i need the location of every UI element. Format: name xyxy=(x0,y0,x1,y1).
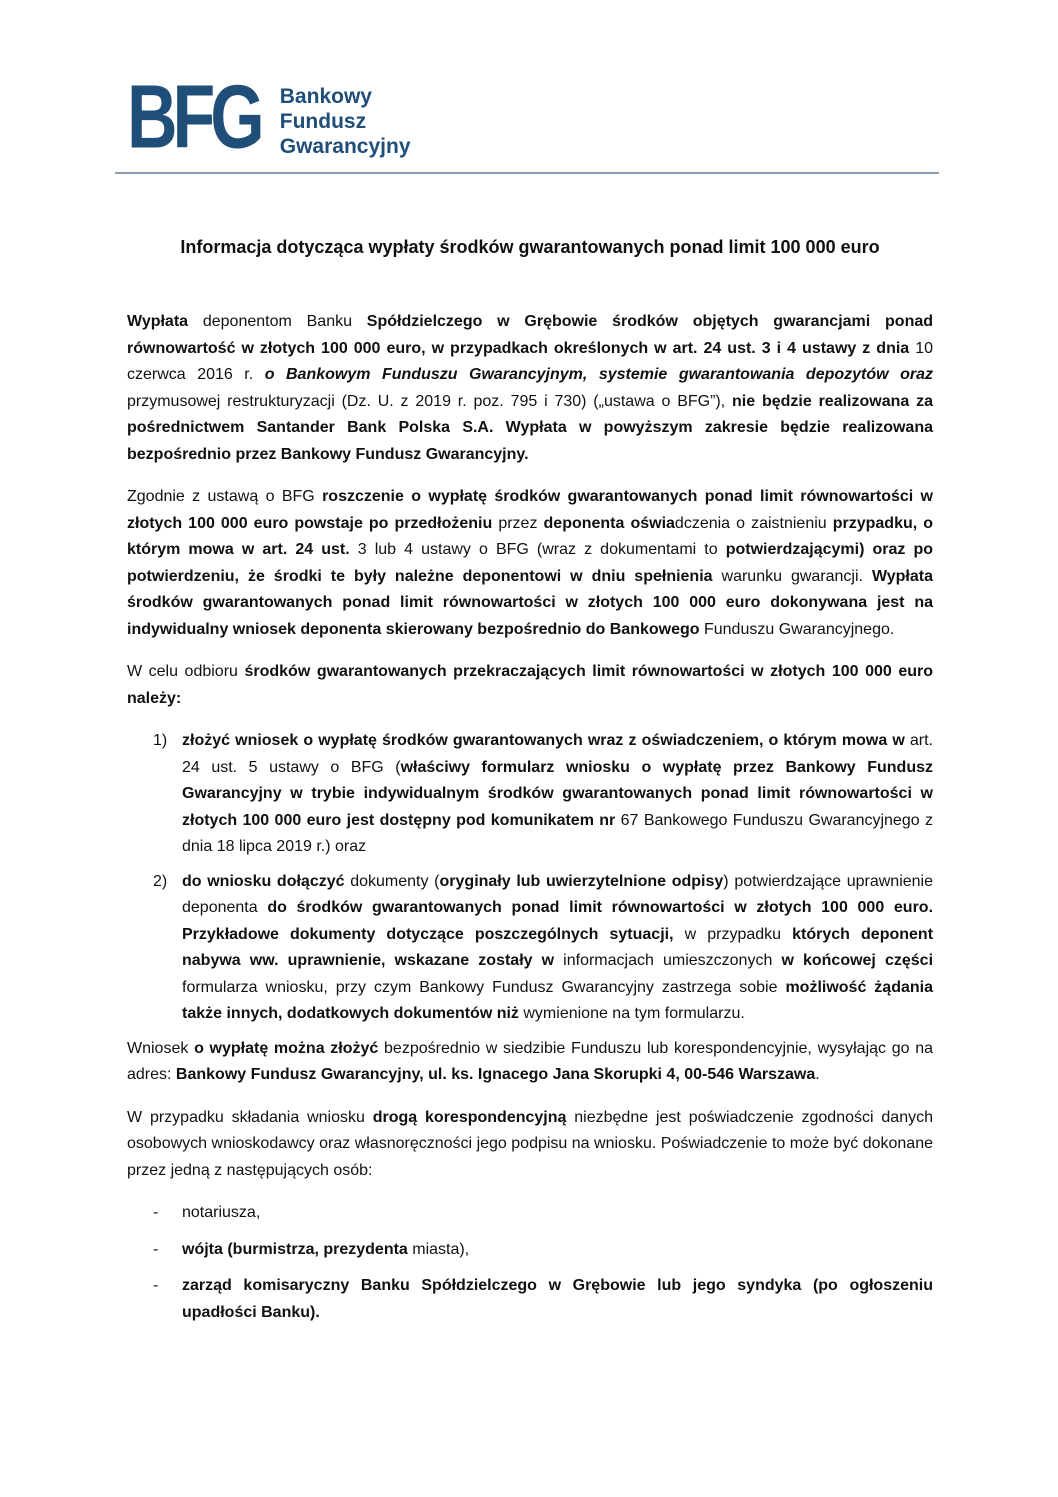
text-run: do środków gwarantowanych ponad limit równowartości w złotych 100 000 euro. Przykładowe dokumenty dotyczące poszczególnych sytuacji, xyxy=(182,899,934,943)
text-run: możliwość żądania także innych, dodatkowych dokumentów niż xyxy=(182,978,933,1022)
paragraph xyxy=(127,1036,933,1089)
text-run: właściwy formularz wniosku o wypłatę przez Bankowy Fundusz Gwarancyjny w trybie indywidualnym środków gwarantowanych ponad limit równowartości w złotych 100 000 euro jest dostępny pod komunikatem nr xyxy=(182,758,933,829)
text-run: notariusza, xyxy=(182,1204,261,1221)
logo-wordmark-line-2: Fundusz xyxy=(279,110,367,133)
text-run: Wniosek xyxy=(127,1039,195,1057)
list-marker: - xyxy=(153,1277,159,1294)
text-run: wójta (burmistrza, prezydenta xyxy=(182,1240,413,1258)
text-run: informacjach umieszczonych xyxy=(563,952,782,969)
list-item xyxy=(127,1200,933,1227)
list-item-text xyxy=(182,869,933,1028)
text-run: w końcowej części xyxy=(781,952,934,969)
list-marker: 1) xyxy=(153,732,168,749)
text-run: zarząd komisaryczny Banku Spółdzielczego w Grębowie lub jego syndyka (po ogłoszeniu upadłości Banku). xyxy=(182,1277,933,1321)
bfg-logo-acronym: BFG xyxy=(127,67,260,167)
text-run: 10 czerwca 2016 r. xyxy=(127,339,933,383)
text-run: dokumenty ( xyxy=(350,872,440,890)
text-run: przymusowej restrukturyzacji (Dz. U. z 2019 r. poz. 795 i 730) („ustawa o BFG”), xyxy=(127,392,733,410)
text-run: w przypadku xyxy=(684,925,793,943)
list-item xyxy=(127,1273,933,1326)
logo-wordmark-line-3: Gwarancyjny xyxy=(279,135,411,158)
text-run: deponentom Banku xyxy=(202,313,367,330)
text-run: niezbędne jest poświadczenie zgodności danych osobowych wnioskodawcy oraz własnoręczności jego podpisu na wniosku. Poświadczenie to może być dokonane przez jedną z następujących osób: xyxy=(127,1108,934,1179)
text-run: o Bankowym Funduszu Gwarancyjnym, systemie gwarantowania depozytów oraz xyxy=(264,366,934,383)
text-run: warunku gwarancji. xyxy=(721,567,872,585)
list-marker: 2) xyxy=(153,872,168,890)
bfg-logo-wordmark xyxy=(280,76,411,159)
text-run: bezpośrednio w siedzibie Funduszu lub korespondencyjnie, wysyłając go na adres: xyxy=(127,1039,934,1083)
text-run: Wypłata środków gwarantowanych ponad limit równowartości w złotych 100 000 euro dokonywana jest na indywidualny wniosek deponenta skierowany bezpośrednio do Bankowego xyxy=(127,567,933,638)
text-run: Wypłata xyxy=(127,313,203,330)
list-item-text xyxy=(182,728,933,861)
text-run: oryginały lub uwierzytelnione odpisy xyxy=(439,872,724,890)
list-item-text xyxy=(182,1273,933,1326)
bfg-logo xyxy=(127,67,933,167)
document-body xyxy=(127,309,933,1326)
text-run: Zgodnie z ustawą o BFG xyxy=(127,488,323,505)
list-marker: - xyxy=(153,1204,159,1221)
text-run: przez xyxy=(498,514,544,532)
text-run: W celu odbioru xyxy=(127,663,245,680)
text-run: potwierdzającymi) oraz po potwierdzeniu, że środki te były należne deponentowi w dniu spełnienia xyxy=(127,541,934,585)
text-run: Funduszu Gwarancyjnego. xyxy=(703,620,895,638)
text-run: do wniosku dołączyć xyxy=(182,872,351,890)
text-run: Spółdzielczego w Grębowie środków objętych gwarancjami ponad równowartość w złotych 100 000 euro, w przypadkach określonych w art. 24 ust. 3 i 4 ustawy z dnia xyxy=(127,313,934,357)
text-run: których deponent nabywa ww. uprawnienie, wskazane zostały w xyxy=(182,925,934,969)
list-item xyxy=(127,728,933,861)
document-title: Informacja dotycząca wypłaty środków gwarantowanych ponad limit 100 000 euro xyxy=(180,237,880,257)
paragraph xyxy=(127,1105,933,1185)
paragraph xyxy=(127,484,933,643)
logo-wordmark-line-1: Bankowy xyxy=(279,85,372,108)
text-run: roszczenie o wypłatę środków gwarantowanych ponad limit równowartości w złotych 100 000 euro powstaje po przedłożeniu xyxy=(127,488,934,532)
text-run: dczenia o zaistnieniu xyxy=(674,514,833,532)
text-run: przypadku, o którym mowa w art. 24 ust. xyxy=(127,514,934,558)
list-marker: - xyxy=(153,1240,159,1258)
text-run: o wypłatę można złożyć xyxy=(194,1039,385,1057)
text-run: . xyxy=(815,1066,820,1083)
text-run: drogą korespondencyjną xyxy=(372,1108,575,1126)
text-run: miasta), xyxy=(412,1240,470,1258)
text-run: ) potwierdzające uprawnienie deponenta xyxy=(182,872,934,916)
text-run: wymienione na tym formularzu. xyxy=(523,1005,745,1022)
text-run: art. 24 ust. 5 ustawy o BFG ( xyxy=(182,732,933,776)
header-separator-line xyxy=(115,172,939,174)
text-run: deponenta oświa xyxy=(543,514,675,532)
text-run: 67 Bankowego Funduszu Gwarancyjnego z dnia 18 lipca 2019 r.) oraz xyxy=(182,811,933,855)
list-item-text xyxy=(182,1237,933,1264)
text-run: środków gwarantowanych przekraczających limit równowartości w złotych 100 000 euro należy: xyxy=(127,663,933,707)
text-run: W przypadku składania wniosku xyxy=(127,1108,373,1126)
text-run: nie będzie realizowana za pośrednictwem Santander Bank Polska S.A. Wypłata w powyższym zakresie będzie realizowana bezpośrednio przez Bankowy Fundusz Gwarancyjny. xyxy=(127,392,934,463)
list-item xyxy=(127,1237,933,1264)
text-run: złożyć wniosek o wypłatę środków gwarantowanych wraz z oświadczeniem, o którym mowa w xyxy=(182,732,910,749)
text-run: formularza wniosku, przy czym Bankowy Fundusz Gwarancyjny zastrzega sobie xyxy=(182,978,786,996)
paragraph xyxy=(127,309,933,468)
text-run: Bankowy Fundusz Gwarancyjny, ul. ks. Ignacego Jana Skorupki 4, 00-546 Warszawa xyxy=(175,1066,816,1083)
list-item xyxy=(127,869,933,1028)
paragraph xyxy=(127,659,933,712)
text-run: 3 lub 4 ustawy o BFG (wraz z dokumentami to xyxy=(357,541,726,558)
list-item-text xyxy=(182,1200,933,1227)
